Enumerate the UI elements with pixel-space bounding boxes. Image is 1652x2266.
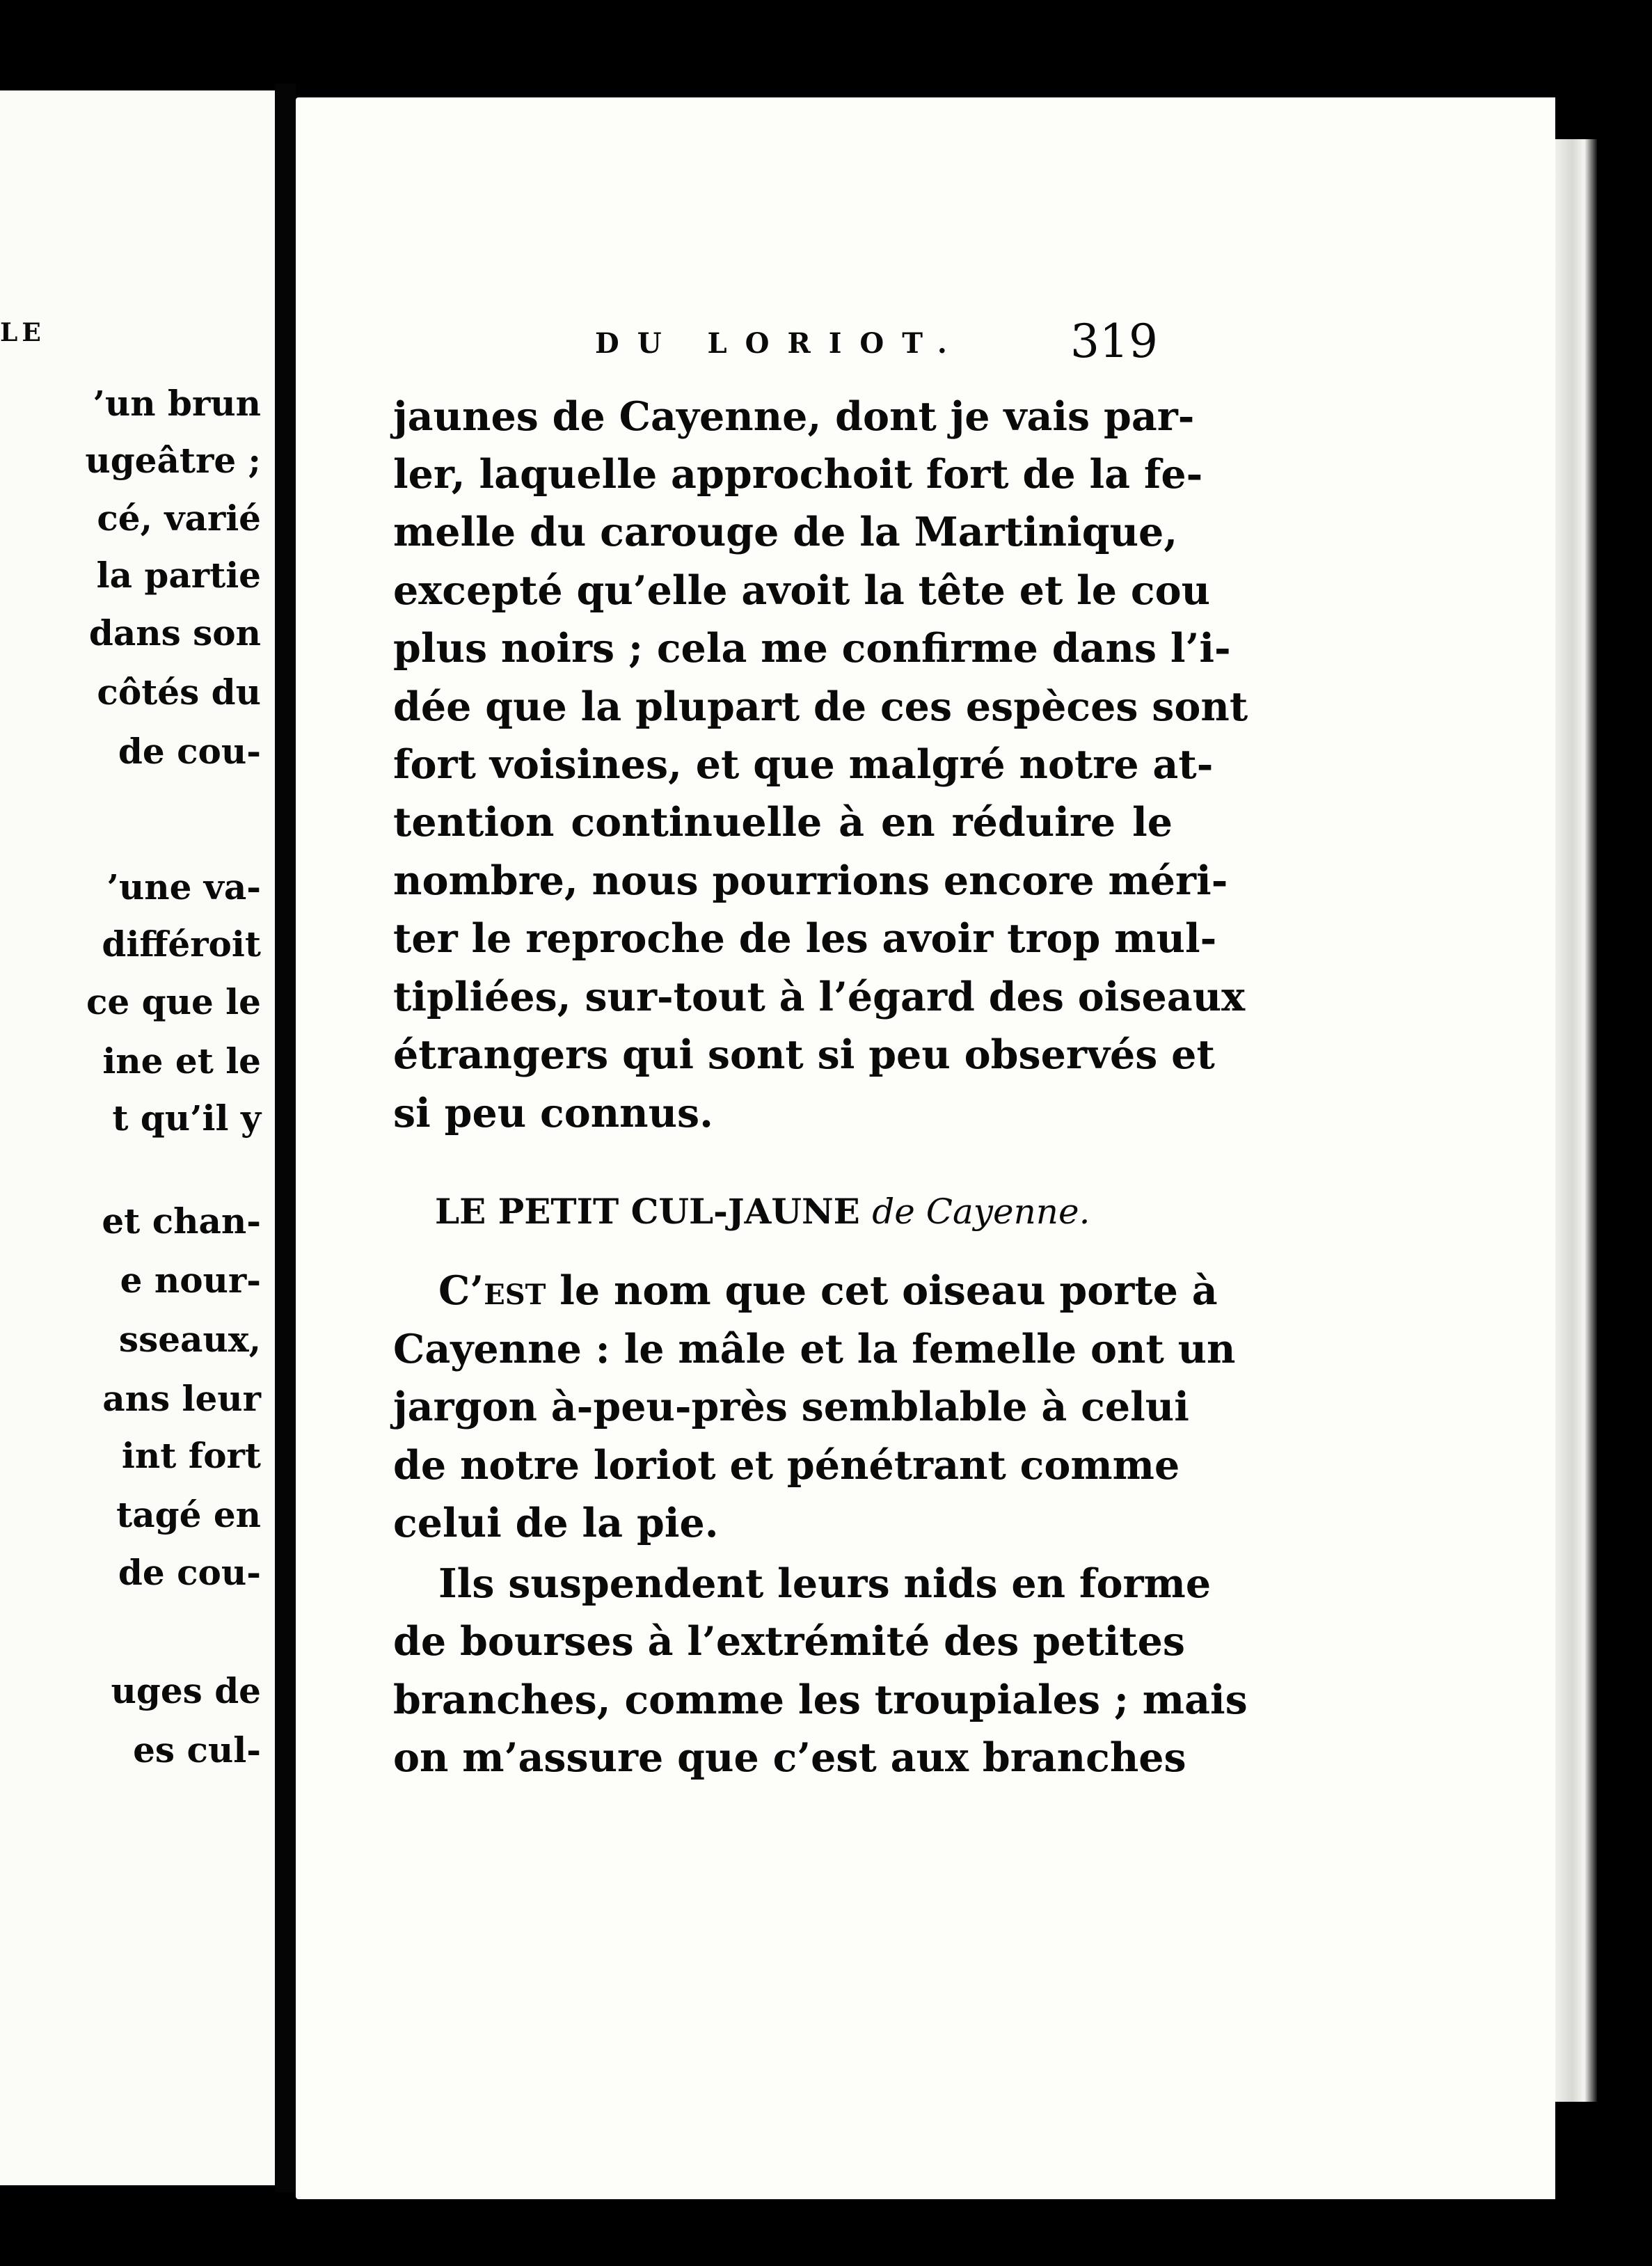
section-title-italic: de Cayenne. <box>872 1191 1090 1232</box>
text-line: tention continuelle à en réduire le <box>393 799 1173 846</box>
left-line: int fort <box>121 1435 261 1476</box>
left-line: la partie <box>96 555 261 596</box>
left-line: de cou- <box>118 1552 261 1593</box>
left-line: de cou- <box>118 731 261 772</box>
text-line: branches, comme les troupiales ; mais <box>393 1677 1248 1723</box>
left-line: dans son <box>88 612 261 653</box>
left-line: ce que le <box>86 981 261 1022</box>
text-line: Ils suspendent leurs nids en forme <box>438 1560 1212 1607</box>
previous-page-fragment <box>0 90 275 2185</box>
text-line: jargon à-peu-près semblable à celui <box>393 1384 1189 1430</box>
text-fragment: le nom que cet oiseau porte à <box>546 1267 1218 1314</box>
text-line: de notre loriot et pénétrant comme <box>393 1442 1180 1489</box>
text-line: jaunes de Cayenne, dont je vais par- <box>393 393 1195 440</box>
page-edge <box>1555 139 1597 2102</box>
left-line: ine et le <box>102 1040 261 1082</box>
left-line: et chan- <box>102 1201 261 1242</box>
text-line: de bourses à l’extrémité des petites <box>393 1618 1185 1665</box>
running-head: DU LORIOT. <box>595 327 965 360</box>
text-line: si peu connus. <box>393 1090 713 1136</box>
left-line: es cul- <box>133 1729 261 1770</box>
text-line: on m’assure que c’est aux branches <box>393 1734 1186 1781</box>
text-line: excepté qu’elle avoit la tête et le cou <box>393 567 1211 614</box>
small-caps-word: est <box>484 1267 546 1314</box>
left-line: ans leur <box>102 1378 261 1419</box>
text-line: tipliées, sur-tout à l’égard des oiseaux <box>393 974 1246 1020</box>
text-line: fort voisines, et que malgré notre at- <box>393 741 1214 788</box>
book-gutter <box>275 84 296 2192</box>
left-running-head: LE <box>0 318 45 347</box>
text-line: étrangers qui sont si peu observés et <box>393 1031 1215 1078</box>
section-title-main: LE PETIT CUL-JAUNE <box>435 1191 860 1232</box>
left-line: ’une va- <box>106 866 261 908</box>
left-line: sseaux, <box>118 1319 261 1360</box>
left-line: différoit <box>102 924 261 965</box>
text-line: Cayenne : le mâle et la femelle ont un <box>393 1326 1236 1372</box>
text-line: dée que la plupart de ces espèces sont <box>393 683 1248 730</box>
left-line: tagé en <box>116 1494 261 1535</box>
section-title <box>435 1191 1090 1232</box>
drop-cap: C’ <box>438 1267 484 1314</box>
left-line: uges de <box>111 1670 261 1711</box>
left-line: cé, varié <box>97 498 261 539</box>
text-line: plus noirs ; cela me confirme dans l’i- <box>393 625 1231 672</box>
text-line: melle du carouge de la Martinique, <box>393 509 1178 555</box>
left-line: côtés du <box>97 672 261 713</box>
text-line: nombre, nous pourrions encore méri- <box>393 857 1228 904</box>
left-line: e nour- <box>120 1260 261 1301</box>
left-line: ’un brun <box>93 383 261 424</box>
text-line: ler, laquelle approchoit fort de la fe- <box>393 451 1203 498</box>
page-number: 319 <box>1070 315 1158 368</box>
left-line: t qu’il y <box>112 1098 261 1139</box>
text-line-first <box>393 1267 1218 1314</box>
text-line: celui de la pie. <box>393 1500 719 1546</box>
left-line: ugeâtre ; <box>85 440 261 481</box>
text-line: ter le reproche de les avoir trop mul- <box>393 915 1217 962</box>
